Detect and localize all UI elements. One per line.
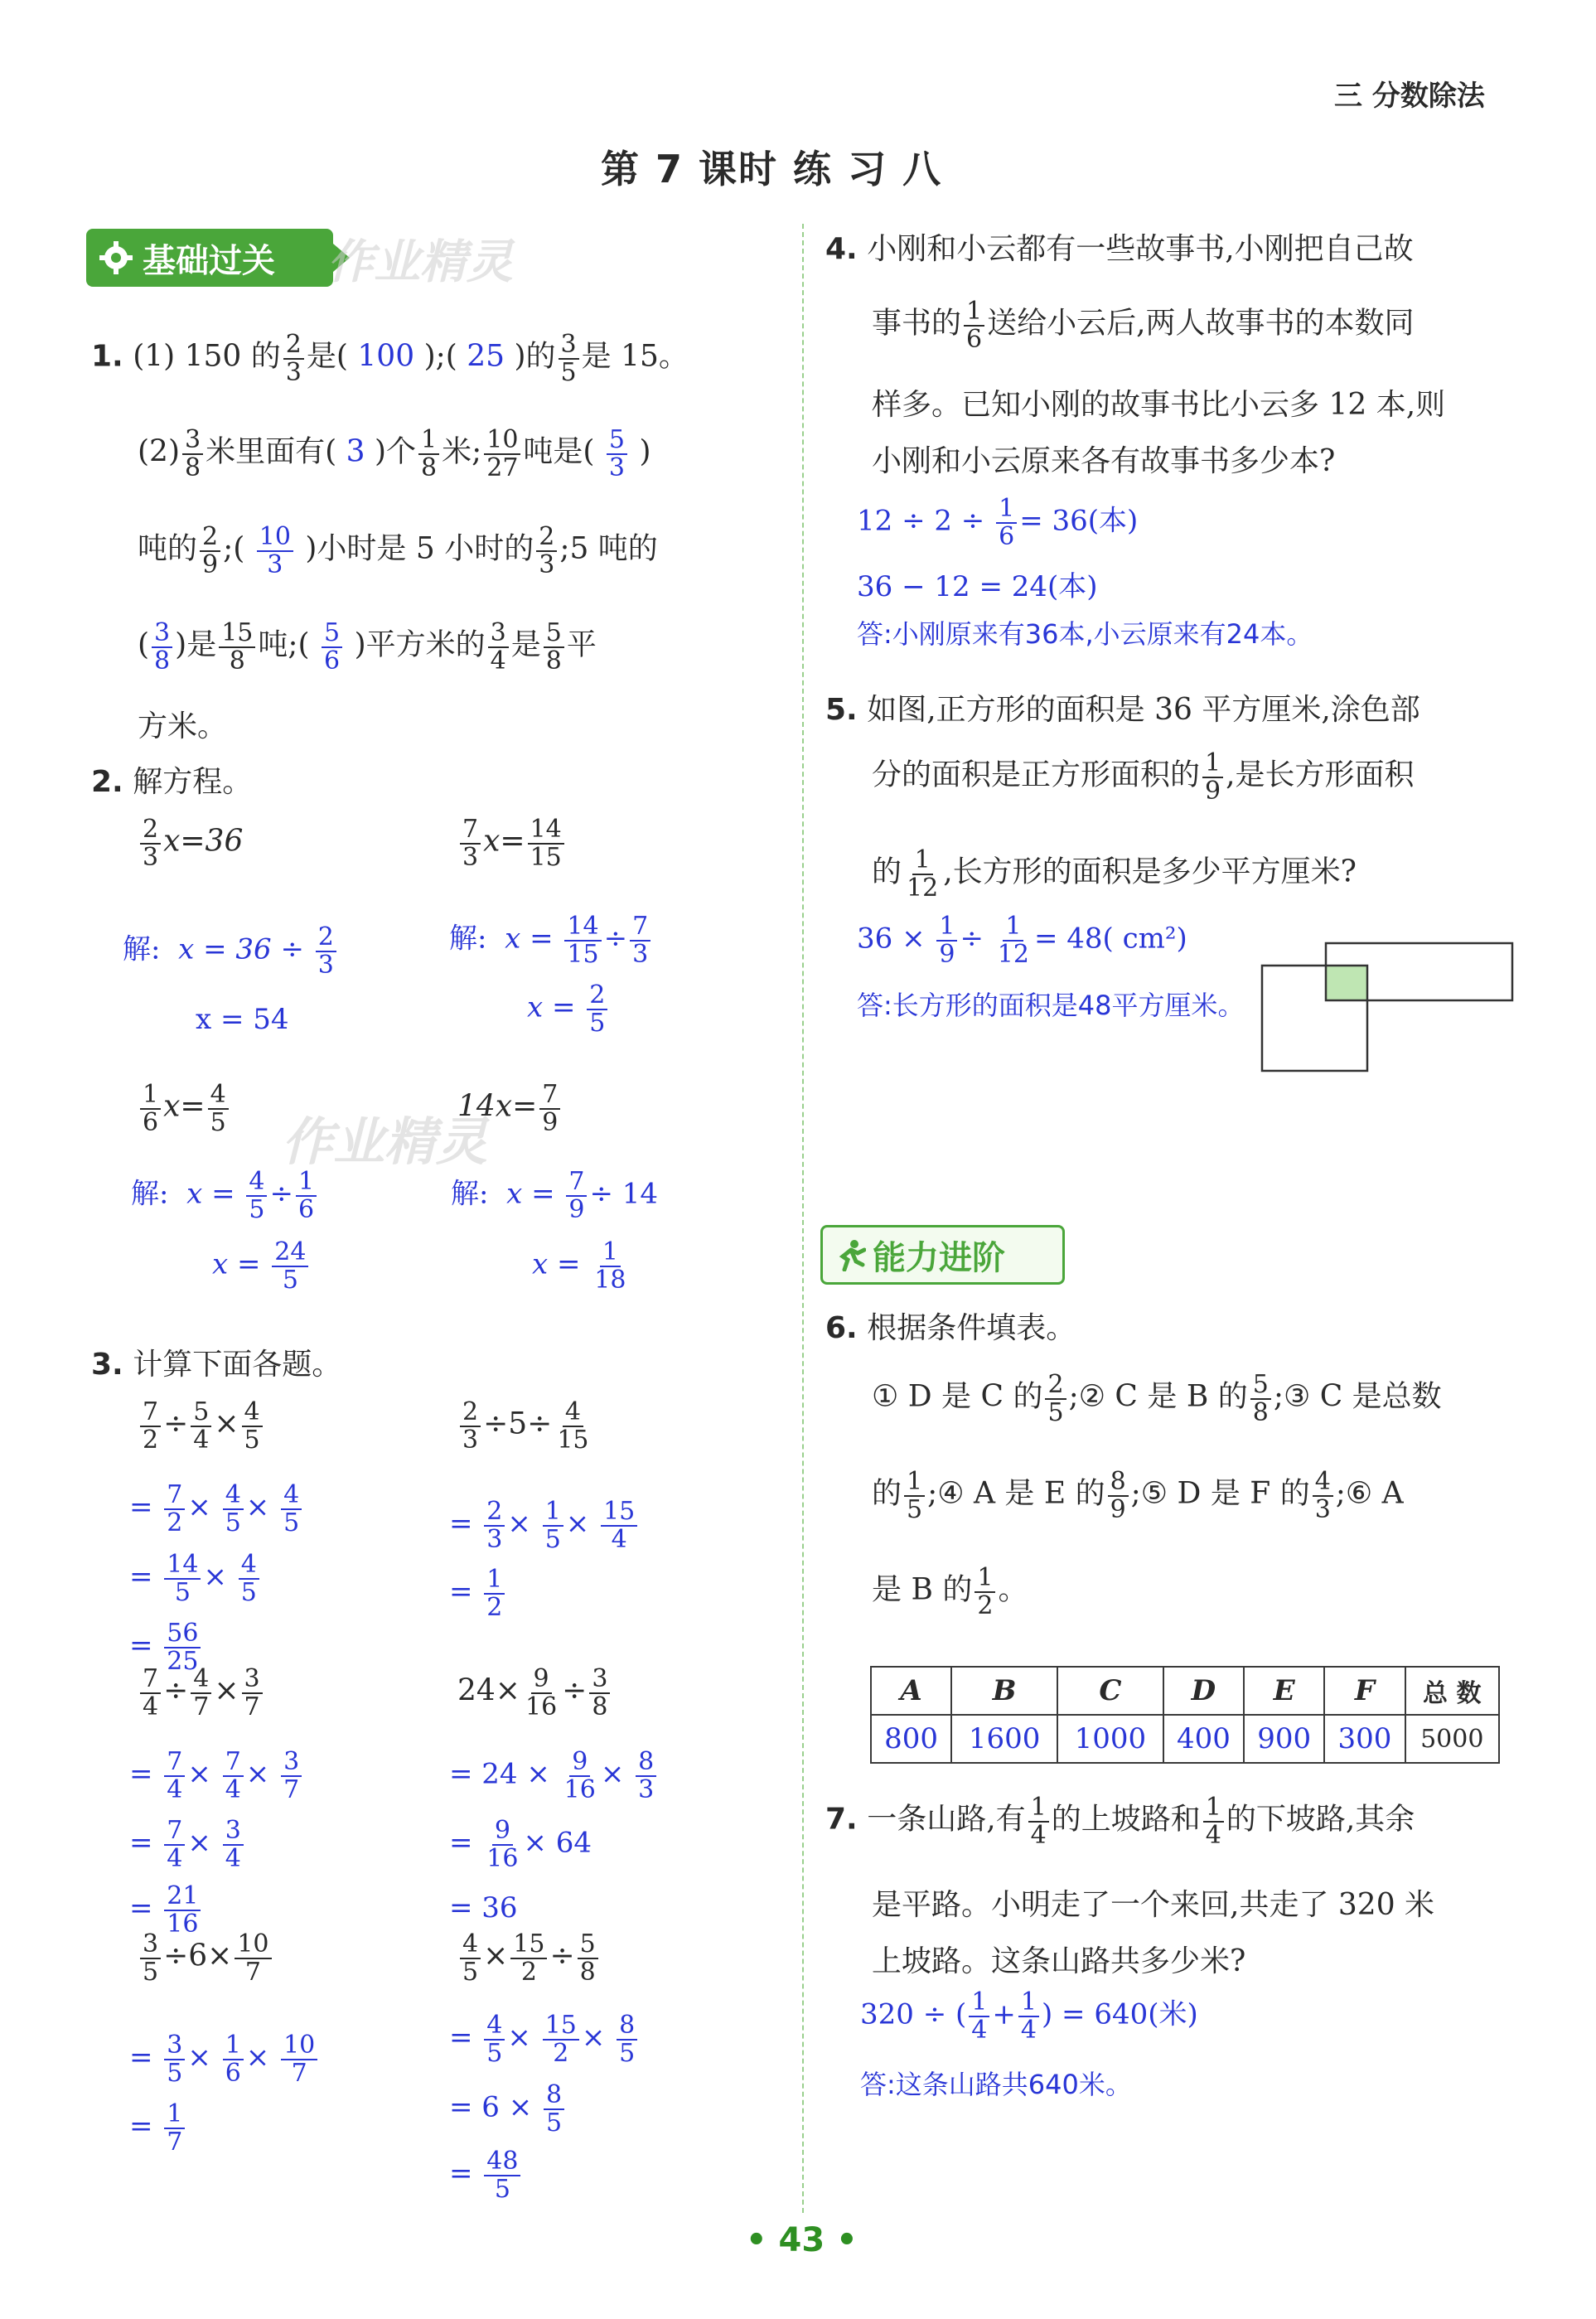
answer: $\frac{5}{3}$ (607, 427, 627, 481)
q6-cond2: 的 $\frac{1}{5}$ ;④ A 是 E 的 $\frac{8}{9}$ ;⑤ D 是 F 的 $\frac{4}{3}$ ;⑥ A (872, 1467, 1404, 1524)
answer: $\frac{10}{3}$ (257, 524, 293, 578)
q3a-step2: = $\frac{14}{5}$ × $\frac{4}{5}$ (129, 1552, 262, 1605)
td-total: 5000 (1405, 1715, 1499, 1763)
td-f: 300 (1324, 1715, 1405, 1763)
td-b: 1600 (951, 1715, 1057, 1763)
fraction: $\frac{3}{5}$ (559, 332, 579, 385)
q2-eq3-step2: x = $\frac{24}{5}$ (212, 1239, 311, 1293)
table-value-row (871, 1715, 1499, 1763)
q3f-step1: = $\frac{4}{5}$ × $\frac{15}{2}$ × $\frac{8}{5}$ (449, 2012, 640, 2066)
answer: 3 (346, 434, 365, 469)
answer: $\frac{3}{8}$ (152, 620, 172, 674)
q4-answer: 答:小刚原来有36本,小云原来有24本。 (857, 618, 1313, 650)
section-basic (86, 229, 333, 287)
q3c-problem: $\frac{7}{4}$ ÷ $\frac{4}{7}$ × $\frac{3}{7}$ (138, 1666, 265, 1720)
shaded-overlap (1326, 966, 1367, 1000)
q3e-step2: = $\frac{1}{7}$ (129, 2101, 187, 2155)
q7-line2: 是平路。小明走了一个来回,共走了 320 米 (872, 1888, 1435, 1922)
q2-eq1-step1: 解: x = 36 ÷ $\frac{2}{3}$ (123, 924, 339, 978)
fraction: $\frac{2}{3}$ (283, 332, 304, 385)
text: (1) 150 的 (133, 339, 281, 374)
q6-cond3: 是 B 的 $\frac{1}{2}$ 。 (872, 1563, 1028, 1620)
q3a-step3: = $\frac{56}{25}$ (129, 1620, 203, 1674)
q7-step1: 320 ÷ ( $\frac{1}{4}$ + $\frac{1}{4}$ ) = 640(米) (860, 1987, 1198, 2045)
answer: 100 (357, 339, 415, 374)
q5-line3: 的 $\frac{1}{12}$ ,长方形的面积是多少平方厘米? (872, 845, 1357, 903)
q1-line3: 吨的 $\frac{2}{9}$ ;( $\frac{10}{3}$ )小时是 5 小时的 $\frac{2}{3}$ ;5 吨的 (138, 522, 658, 579)
q3a-step1: = $\frac{7}{2}$ × $\frac{4}{5}$ × $\frac{4}{5}$ (129, 1482, 304, 1536)
q7-line1: 7. 一条山路,有 $\frac{1}{4}$ 的上坡路和 $\frac{1}{4}$ 的下坡路,其余 (825, 1793, 1415, 1850)
q1-number: 1. (91, 339, 123, 374)
chapter-header: 三 分数除法 (1334, 80, 1485, 113)
q5-line2: 分的面积是正方形面积的 $\frac{1}{9}$ ,是长方形面积 (872, 748, 1415, 806)
answer: 25 (467, 339, 505, 374)
q4-step2: 36 − 12 = 24(本) (857, 570, 1098, 603)
q3e-problem: $\frac{3}{5}$ ÷6× $\frac{10}{7}$ (138, 1931, 274, 1985)
th-c: C (1057, 1667, 1163, 1715)
q4-line1: 4. 小刚和小云都有一些故事书,小刚把自己故 (825, 232, 1414, 266)
q2-eq4-step2: x = $\frac{1}{18}$ (532, 1237, 626, 1295)
q6-heading: 6. 根据条件填表。 (825, 1311, 1076, 1345)
section-advanced-label: 能力进阶 (873, 1238, 1005, 1277)
q2-eq4: 14x= $\frac{7}{9}$ (457, 1082, 563, 1135)
q3f-step3: = $\frac{48}{5}$ (449, 2148, 523, 2202)
q6-cond1: ① D 是 C 的 $\frac{2}{5}$ ;② C 是 B 的 $\frac{5}{8}$ ;③ C 是总数 (872, 1370, 1442, 1427)
q5-answer: 答:长方形的面积是48平方厘米。 (857, 990, 1245, 1021)
gear-icon (98, 240, 134, 276)
q7-line3: 上坡路。这条山路共多少米? (872, 1944, 1246, 1978)
q3b-step1: = $\frac{2}{3}$ × $\frac{1}{5}$ × $\frac{15}{4}$ (449, 1498, 640, 1552)
q7-answer: 答:这条山路共640米。 (860, 2069, 1132, 2100)
q3c-step3: = $\frac{21}{16}$ (129, 1883, 203, 1937)
q2-eq4-step1: 解: x = $\frac{7}{9}$ ÷ 14 (451, 1167, 659, 1224)
q1-line5: 方米。 (138, 709, 228, 743)
column-divider (802, 224, 804, 2213)
square-rectangle-figure (1255, 935, 1521, 1076)
q2-eq2-step1: 解: x = $\frac{14}{15}$ ÷ $\frac{7}{3}$ (449, 913, 653, 967)
q1-line1: 1. (1) 150 的 $\frac{2}{3}$ 是( 100 );( 25 )的 $\frac{3}{5}$ 是 15。 (91, 330, 689, 387)
page-title: 第 7 课时 练 习 八 (601, 147, 943, 191)
answer: $\frac{5}{6}$ (322, 620, 342, 674)
q3e-step1: = $\frac{3}{5}$ × $\frac{1}{6}$ × $\frac{10}{7}$ (129, 2032, 320, 2086)
th-total: 总 数 (1405, 1667, 1499, 1715)
q5-line1: 5. 如图,正方形的面积是 36 平方厘米,涂色部 (825, 693, 1420, 727)
q4-step1: 12 ÷ 2 ÷ $\frac{1}{6}$ = 36(本) (857, 494, 1139, 551)
q2-eq3: $\frac{1}{6}$ x= $\frac{4}{5}$ (138, 1082, 231, 1135)
th-d: D (1163, 1667, 1244, 1715)
th-a: A (871, 1667, 951, 1715)
q3c-step1: = $\frac{7}{4}$ × $\frac{7}{4}$ × $\frac{3}{7}$ (129, 1749, 304, 1803)
q3a-problem: $\frac{7}{2}$ ÷ $\frac{5}{4}$ × $\frac{4}{5}$ (138, 1399, 265, 1453)
q3-heading: 3. 计算下面各题。 (91, 1348, 342, 1382)
table-header-row (871, 1667, 1499, 1715)
q4-line3: 样多。已知小刚的故事书比小云多 12 本,则 (872, 388, 1446, 422)
q3d-problem: 24× $\frac{9}{16}$ ÷ $\frac{3}{8}$ (457, 1666, 612, 1720)
td-d: 400 (1163, 1715, 1244, 1763)
q3d-step3: = 36 (449, 1891, 518, 1924)
q3f-problem: $\frac{4}{5}$ × $\frac{15}{2}$ ÷ $\frac{5}{8}$ (457, 1931, 601, 1985)
section-advanced (820, 1225, 1065, 1285)
q5-step1: 36 × $\frac{1}{9}$ ÷ $\frac{1}{12}$ = 48( cm²) (857, 912, 1187, 969)
page-number: • 43 • (746, 2221, 858, 2259)
q2-eq1-step2: x = 54 (196, 1003, 289, 1036)
q2-eq2-step2: x = $\frac{2}{5}$ (527, 982, 610, 1036)
th-b: B (951, 1667, 1057, 1715)
td-c: 1000 (1057, 1715, 1163, 1763)
section-basic-label: 基础过关 (143, 241, 275, 280)
td-a: 800 (871, 1715, 951, 1763)
td-e: 900 (1244, 1715, 1324, 1763)
q2-eq3-step1: 解: x = $\frac{4}{5}$ ÷ $\frac{1}{6}$ (131, 1169, 319, 1222)
th-e: E (1244, 1667, 1324, 1715)
q2-heading: 2. 解方程。 (91, 765, 253, 799)
watermark-top: 作业精灵 (327, 235, 513, 289)
q2-eq1: $\frac{2}{3}$ x=36 (138, 816, 243, 870)
q6-table (870, 1666, 1500, 1764)
q3c-step2: = $\frac{7}{4}$ × $\frac{3}{4}$ (129, 1818, 246, 1871)
q1-line4: ( $\frac{3}{8}$ )是 $\frac{15}{8}$ 吨;( $\frac{5}{6}$ )平方米的 $\frac{3}{4}$ 是 $\frac{5}{8}$ 平 (138, 618, 597, 675)
q2-eq2: $\frac{7}{3}$ x= $\frac{14}{15}$ (457, 816, 567, 870)
q3d-step2: = $\frac{9}{16}$ × 64 (449, 1816, 592, 1873)
th-f: F (1324, 1667, 1405, 1715)
q3f-step2: = 6 × $\frac{8}{5}$ (449, 2082, 567, 2136)
q4-line2: 事书的 $\frac{1}{6}$ 送给小云后,两人故事书的本数同 (872, 297, 1415, 354)
runner-icon (833, 1238, 866, 1271)
q4-line4: 小刚和小云原来各有故事书多少本? (872, 444, 1336, 478)
watermark-middle: 作业精灵 (282, 1111, 488, 1172)
q3d-step1: = 24 × $\frac{9}{16}$ × $\frac{8}{3}$ (449, 1749, 659, 1803)
q3b-problem: $\frac{2}{3}$ ÷5÷ $\frac{4}{15}$ (457, 1399, 594, 1453)
q1-line2: (2) $\frac{3}{8}$ 米里面有( 3 )个 $\frac{1}{8}$ 米; $\frac{10}{27}$ 吨是( $\frac{5}{3}$ ) (138, 425, 651, 482)
q3b-step2: = $\frac{1}{2}$ (449, 1566, 507, 1620)
